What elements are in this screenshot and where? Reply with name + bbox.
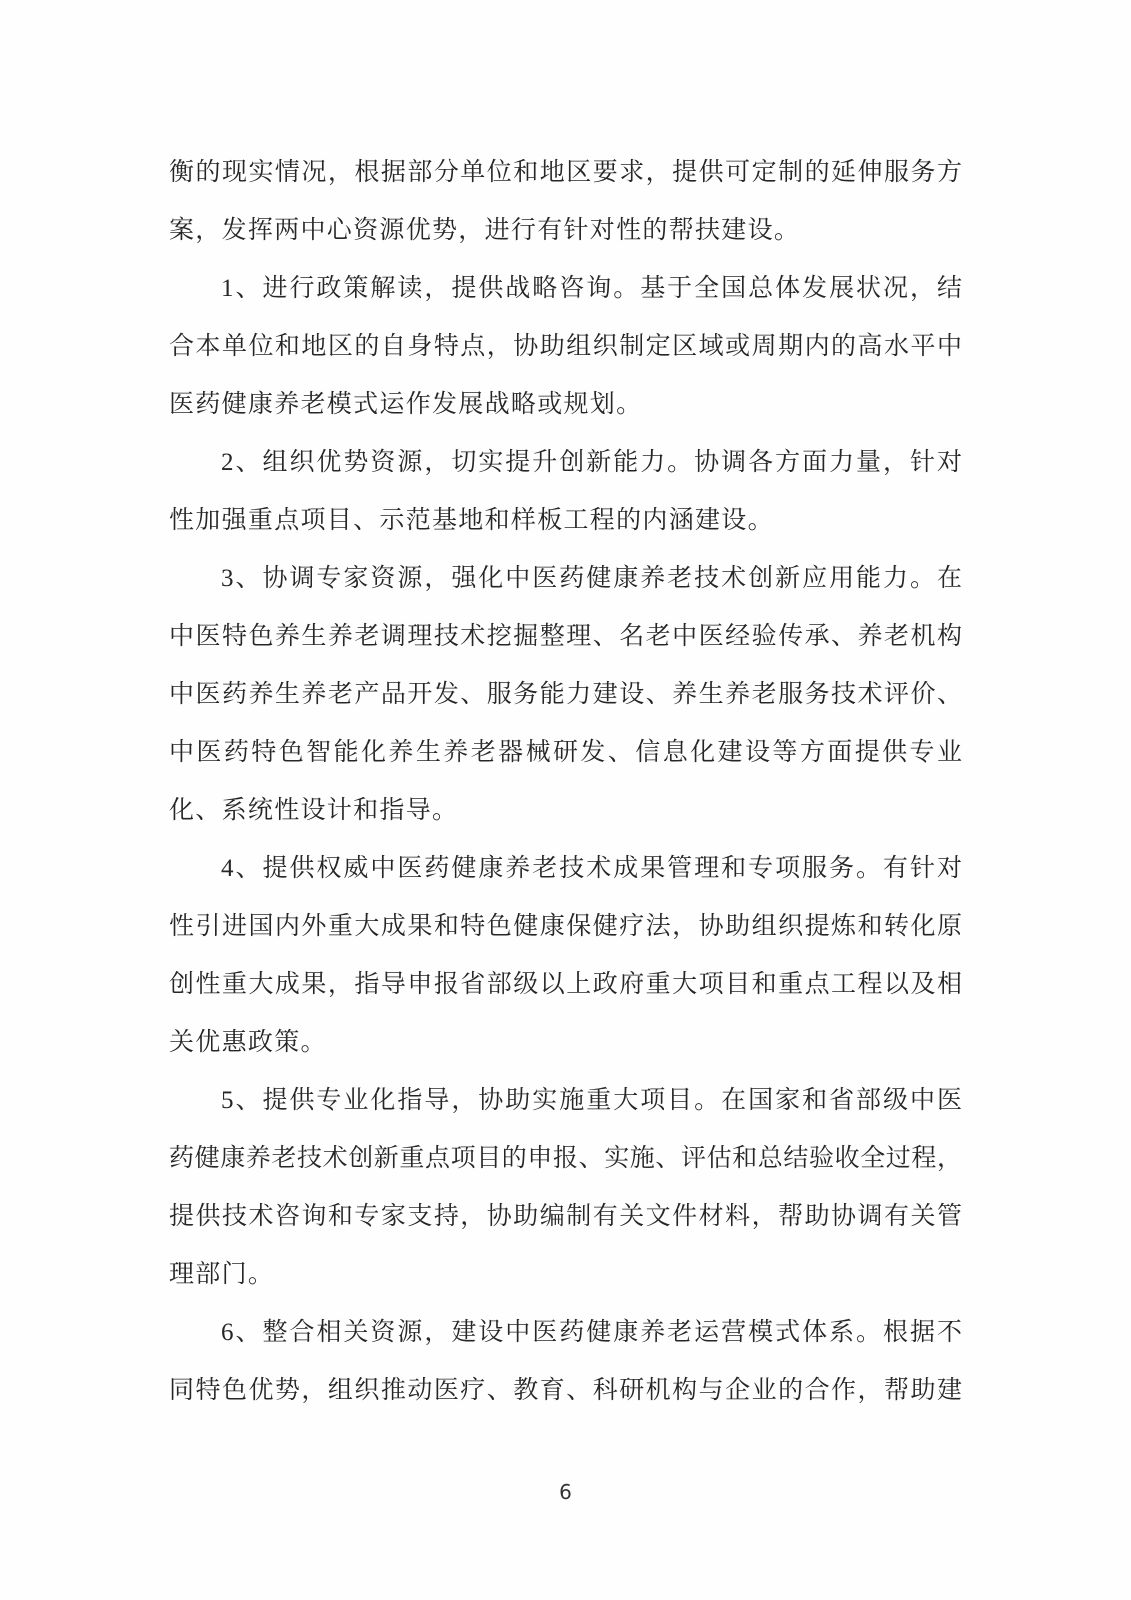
text-line: 1、进行政策解读，提供战略咨询。基于全国总体发展状况，结	[221, 275, 962, 302]
text-line: 医药健康养老模式运作发展战略或规划。	[169, 391, 643, 418]
text-line: 案，发挥两中心资源优势，进行有针对性的帮扶建设。	[169, 217, 801, 244]
text-line: 关优惠政策。	[169, 1029, 327, 1056]
text-line: 性引进国内外重大成果和特色健康保健疗法，协助组织提炼和转化原	[169, 913, 962, 940]
text-line: 6、整合相关资源，建设中医药健康养老运营模式体系。根据不	[221, 1319, 962, 1346]
text-line: 合本单位和地区的自身特点，协助组织制定区域或周期内的高水平中	[169, 333, 962, 360]
text-line: 药健康养老技术创新重点项目的申报、实施、评估和总结验收全过程，	[169, 1145, 962, 1172]
text-line: 2、组织优势资源，切实提升创新能力。协调各方面力量，针对	[221, 449, 962, 476]
text-block	[169, 144, 962, 1420]
text-line: 同特色优势，组织推动医疗、教育、科研机构与企业的合作，帮助建	[169, 1377, 962, 1404]
text-line: 中医特色养生养老调理技术挖掘整理、名老中医经验传承、养老机构	[169, 623, 962, 650]
text-line: 创性重大成果，指导申报省部级以上政府重大项目和重点工程以及相	[169, 971, 962, 998]
text-line: 化、系统性设计和指导。	[169, 797, 459, 824]
text-line: 理部门。	[169, 1261, 275, 1288]
text-line: 3、协调专家资源，强化中医药健康养老技术创新应用能力。在	[221, 565, 962, 592]
text-line: 中医药养生养老产品开发、服务能力建设、养生养老服务技术评价、	[169, 681, 962, 708]
page-number: 6	[559, 1480, 572, 1504]
text-line: 中医药特色智能化养生养老器械研发、信息化建设等方面提供专业	[169, 739, 962, 766]
text-line: 5、提供专业化指导，协助实施重大项目。在国家和省部级中医	[221, 1087, 962, 1114]
text-line: 衡的现实情况，根据部分单位和地区要求，提供可定制的延伸服务方	[169, 159, 962, 186]
text-line: 性加强重点项目、示范基地和样板工程的内涵建设。	[169, 507, 774, 534]
text-line: 提供技术咨询和专家支持，协助编制有关文件材料，帮助协调有关管	[169, 1203, 962, 1230]
text-line: 4、提供权威中医药健康养老技术成果管理和专项服务。有针对	[221, 855, 962, 882]
